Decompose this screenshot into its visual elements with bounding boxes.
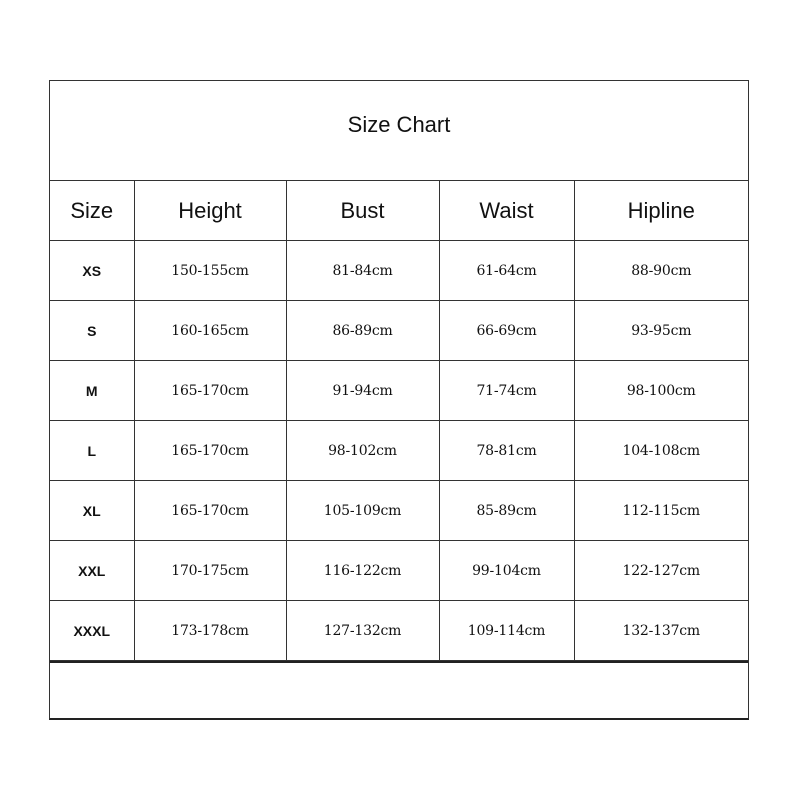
size-label: XL bbox=[50, 481, 134, 541]
bust-value: 91-94cm bbox=[286, 361, 439, 421]
waist-value: 85-89cm bbox=[439, 481, 574, 541]
header-bust: Bust bbox=[286, 181, 439, 241]
table-row bbox=[50, 301, 748, 361]
size-label: S bbox=[50, 301, 134, 361]
table-row bbox=[50, 481, 748, 541]
bust-value: 81-84cm bbox=[286, 241, 439, 301]
header-size: Size bbox=[50, 181, 134, 241]
hipline-value: 88-90cm bbox=[574, 241, 748, 301]
height-value: 173-178cm bbox=[134, 601, 286, 661]
height-value: 165-170cm bbox=[134, 361, 286, 421]
header-waist: Waist bbox=[439, 181, 574, 241]
table-row bbox=[50, 601, 748, 661]
height-value: 160-165cm bbox=[134, 301, 286, 361]
hipline-value: 104-108cm bbox=[574, 421, 748, 481]
size-chart-frame bbox=[49, 80, 749, 720]
header-row bbox=[50, 181, 748, 241]
hipline-value: 122-127cm bbox=[574, 541, 748, 601]
size-label: XS bbox=[50, 241, 134, 301]
size-label: L bbox=[50, 421, 134, 481]
bust-value: 98-102cm bbox=[286, 421, 439, 481]
table-row bbox=[50, 241, 748, 301]
hipline-value: 98-100cm bbox=[574, 361, 748, 421]
table-row bbox=[50, 361, 748, 421]
size-label: M bbox=[50, 361, 134, 421]
header-hipline: Hipline bbox=[574, 181, 748, 241]
hipline-value: 93-95cm bbox=[574, 301, 748, 361]
waist-value: 71-74cm bbox=[439, 361, 574, 421]
bust-value: 127-132cm bbox=[286, 601, 439, 661]
chart-title: Size Chart bbox=[347, 111, 451, 137]
height-value: 150-155cm bbox=[134, 241, 286, 301]
height-value: 170-175cm bbox=[134, 541, 286, 601]
bust-value: 116-122cm bbox=[286, 541, 439, 601]
size-label: XXXL bbox=[50, 601, 134, 661]
title-row bbox=[50, 81, 748, 181]
size-label: XXL bbox=[50, 541, 134, 601]
waist-value: 109-114cm bbox=[439, 601, 574, 661]
waist-value: 78-81cm bbox=[439, 421, 574, 481]
hipline-value: 112-115cm bbox=[574, 481, 748, 541]
height-value: 165-170cm bbox=[134, 421, 286, 481]
bust-value: 86-89cm bbox=[286, 301, 439, 361]
waist-value: 61-64cm bbox=[439, 241, 574, 301]
waist-value: 66-69cm bbox=[439, 301, 574, 361]
table-row bbox=[50, 541, 748, 601]
header-height: Height bbox=[134, 181, 286, 241]
bust-value: 105-109cm bbox=[286, 481, 439, 541]
footer-row bbox=[50, 661, 748, 719]
size-table bbox=[50, 181, 748, 661]
height-value: 165-170cm bbox=[134, 481, 286, 541]
table-row bbox=[50, 421, 748, 481]
hipline-value: 132-137cm bbox=[574, 601, 748, 661]
waist-value: 99-104cm bbox=[439, 541, 574, 601]
